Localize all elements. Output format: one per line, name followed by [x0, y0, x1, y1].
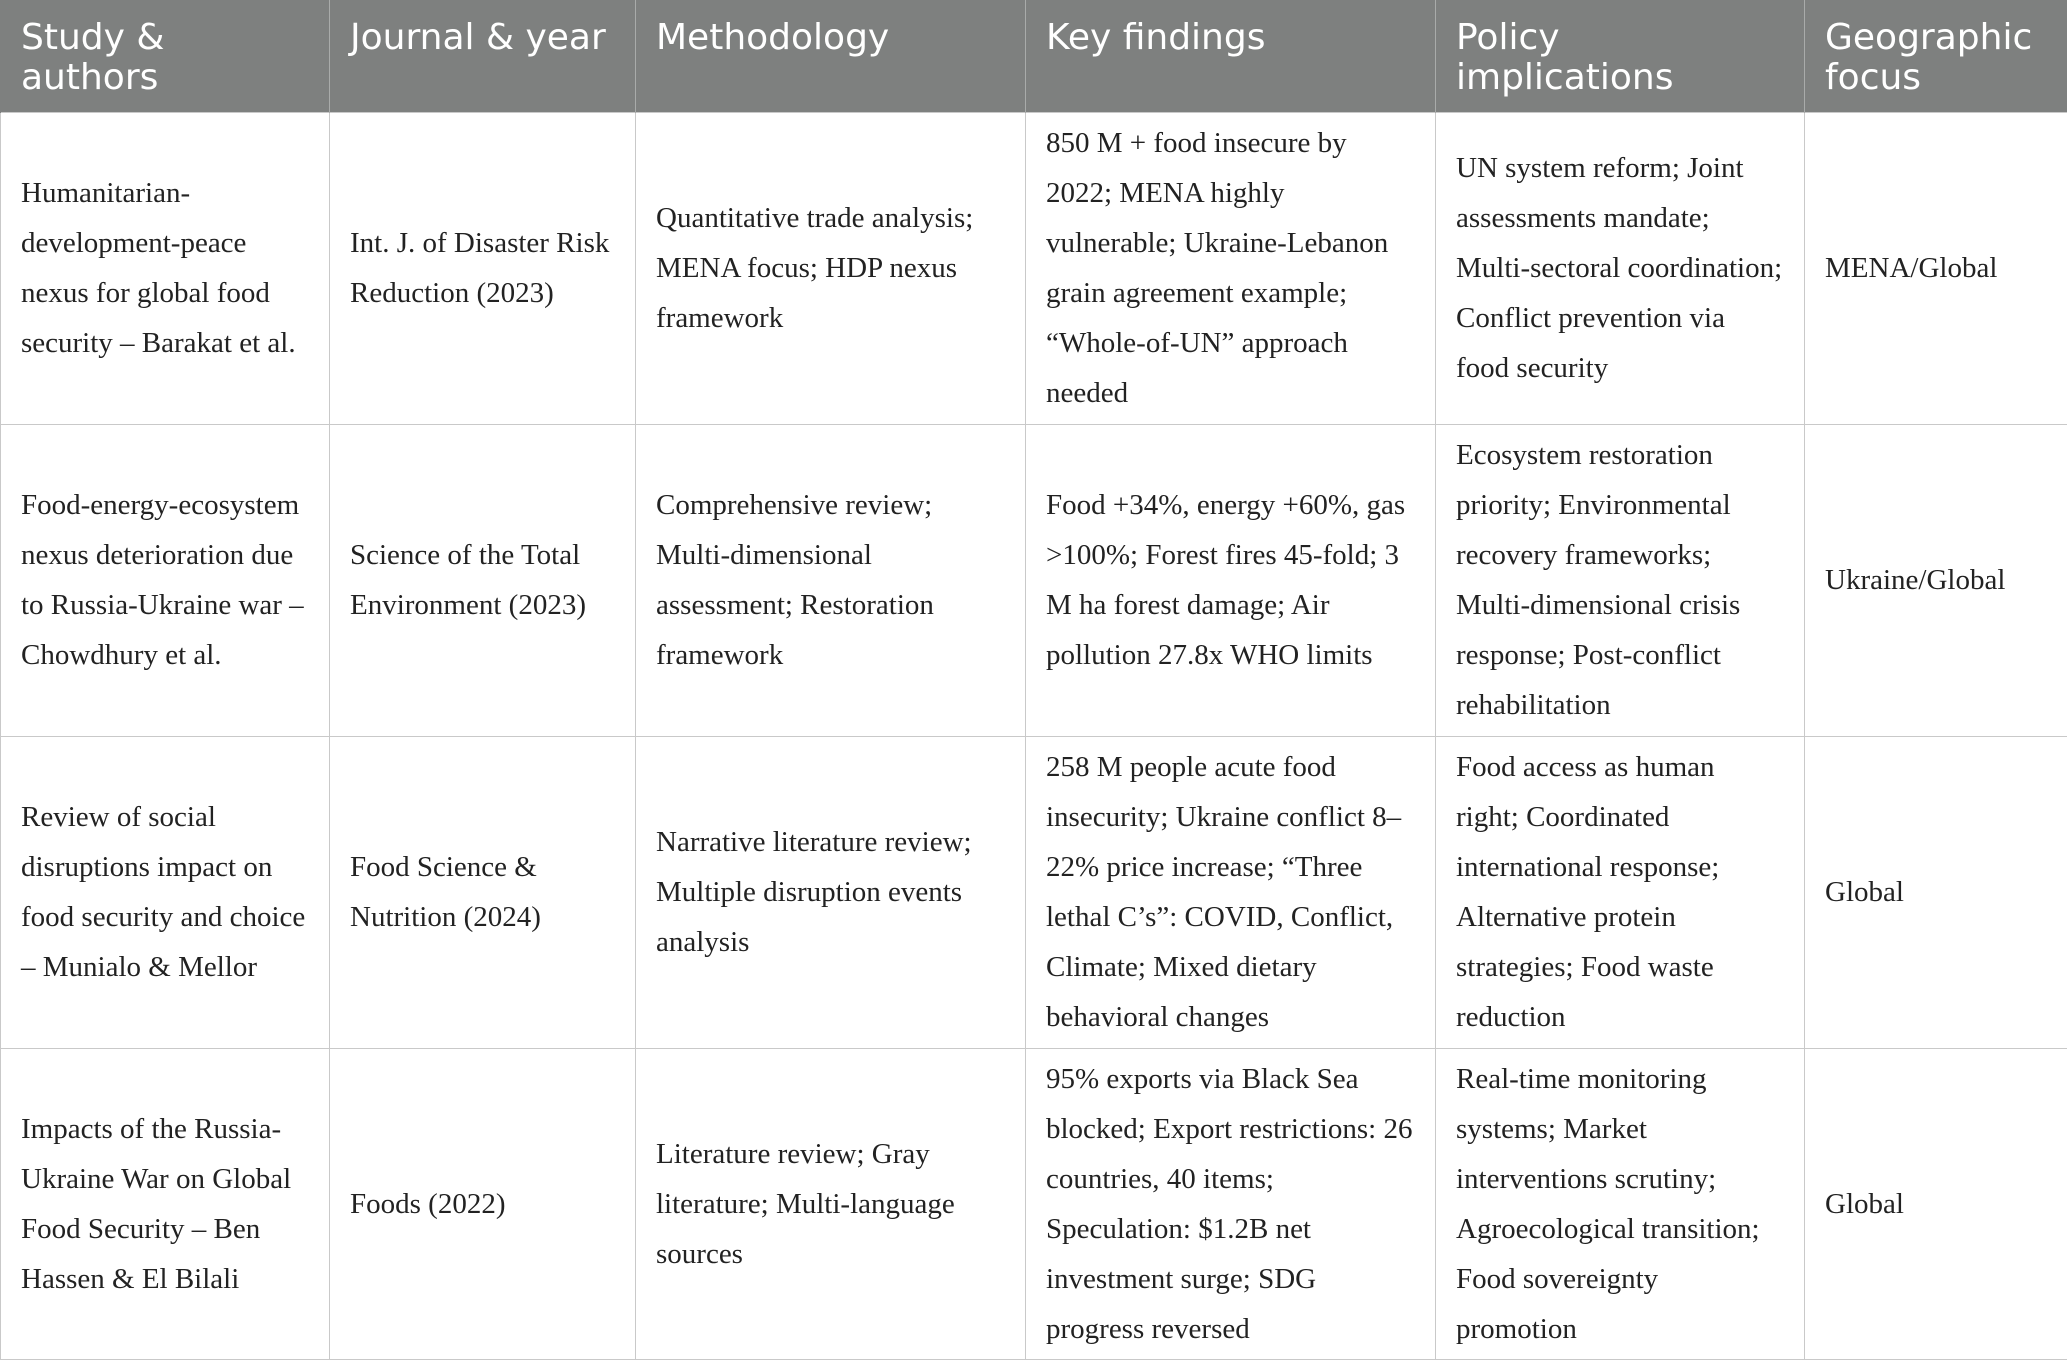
cell-methodology: Narrative literature review; Multiple disruption events analysis — [636, 736, 1026, 1048]
cell-journal: Food Science & Nutrition (2024) — [330, 736, 636, 1048]
cell-policy: Real-time monitoring systems; Market interventions scrutiny; Agroecological transition; Food sovereignty promotion — [1436, 1048, 1805, 1359]
cell-findings: 258 M people acute food insecurity; Ukraine conflict 8–22% price increase; “Three lethal C’s”: COVID, Conflict, Climate; Mixed dietary behavioral changes — [1026, 736, 1436, 1048]
cell-study: Food-energy-ecosystem nexus deterioration due to Russia-Ukraine war – Chowdhury et al. — [1, 424, 330, 736]
header-row — [1, 0, 2067, 112]
cell-policy: UN system reform; Joint assessments mandate; Multi-sectoral coordination; Conflict prevention via food security — [1436, 112, 1805, 424]
cell-policy: Food access as human right; Coordinated international response; Alternative protein strategies; Food waste reduction — [1436, 736, 1805, 1048]
cell-methodology: Literature review; Gray literature; Multi-language sources — [636, 1048, 1026, 1359]
cell-methodology: Quantitative trade analysis; MENA focus; HDP nexus framework — [636, 112, 1026, 424]
header-findings: Key findings — [1026, 0, 1436, 112]
table-body — [1, 112, 2067, 1359]
cell-journal: Science of the Total Environment (2023) — [330, 424, 636, 736]
header-policy: Policy implications — [1436, 0, 1805, 112]
header-methodology: Methodology — [636, 0, 1026, 112]
cell-study: Review of social disruptions impact on food security and choice – Munialo & Mellor — [1, 736, 330, 1048]
cell-findings: Food +34%, energy +60%, gas >100%; Forest fires 45-fold; 3 M ha forest damage; Air pollution 27.8x WHO limits — [1026, 424, 1436, 736]
cell-focus: Global — [1805, 736, 2067, 1048]
header-focus: Geographic focus — [1805, 0, 2067, 112]
cell-findings: 850 M + food insecure by 2022; MENA highly vulnerable; Ukraine-Lebanon grain agreement example; “Whole-of-UN” approach needed — [1026, 112, 1436, 424]
header-study: Study & authors — [1, 0, 330, 112]
cell-findings: 95% exports via Black Sea blocked; Export restrictions: 26 countries, 40 items; Speculation: $1.2B net investment surge; SDG progress reversed — [1026, 1048, 1436, 1359]
table-row — [1, 424, 2067, 736]
cell-focus: MENA/Global — [1805, 112, 2067, 424]
table-row — [1, 112, 2067, 424]
table-row — [1, 1048, 2067, 1359]
cell-study: Humanitarian-development-peace nexus for global food security – Barakat et al. — [1, 112, 330, 424]
table-header — [1, 0, 2067, 112]
cell-methodology: Comprehensive review; Multi-dimensional assessment; Restoration framework — [636, 424, 1026, 736]
cell-focus: Global — [1805, 1048, 2067, 1359]
header-journal: Journal & year — [330, 0, 636, 112]
cell-study: Impacts of the Russia-Ukraine War on Global Food Security – Ben Hassen & El Bilali — [1, 1048, 330, 1359]
table-row — [1, 736, 2067, 1048]
cell-journal: Int. J. of Disaster Risk Reduction (2023) — [330, 112, 636, 424]
cell-policy: Ecosystem restoration priority; Environmental recovery frameworks; Multi-dimensional crisis response; Post-conflict rehabilitation — [1436, 424, 1805, 736]
cell-journal: Foods (2022) — [330, 1048, 636, 1359]
cell-focus: Ukraine/Global — [1805, 424, 2067, 736]
